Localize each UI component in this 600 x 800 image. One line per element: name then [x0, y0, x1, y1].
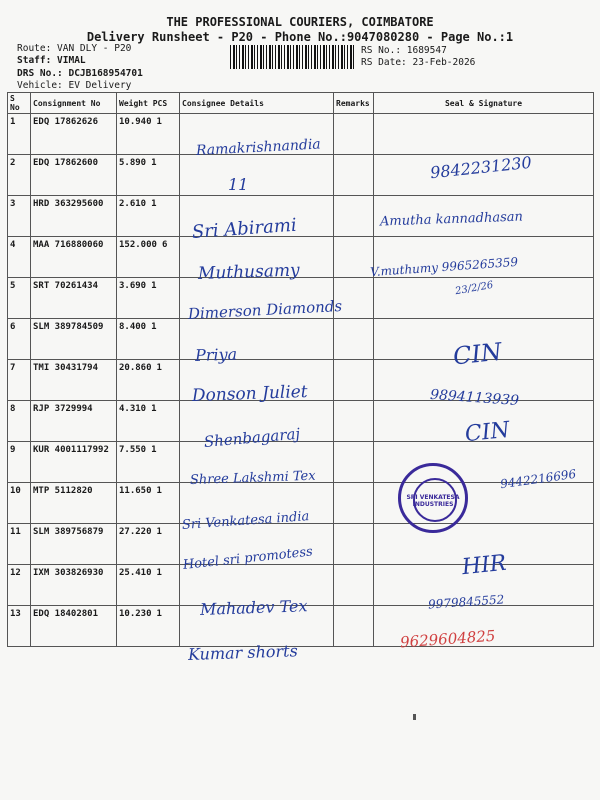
weight-pcs-text [119, 486, 177, 496]
vehicle-info: Vehicle: EV Delivery [17, 80, 132, 91]
cell-weight-pcs [117, 319, 180, 360]
weight-pcs-text [119, 199, 177, 209]
cell-sno [8, 155, 31, 196]
handwritten-signature: 23/2/26 [454, 279, 495, 298]
weight-value: 10.940 [119, 117, 152, 127]
handwritten-signature: 9842231230 [429, 152, 533, 183]
handwritten-consignee: Priya [194, 344, 238, 365]
handwritten-signature: Amutha kannadhasan [379, 209, 524, 230]
cell-remarks [334, 401, 374, 442]
paper-mark [413, 714, 416, 720]
table-row [8, 319, 594, 360]
pcs-value: 1 [156, 363, 162, 373]
cell-consignment-no [31, 114, 117, 155]
cell-consignment-no [31, 278, 117, 319]
weight-pcs-text [119, 117, 177, 127]
handwritten-consignee: Donson Juliet [191, 381, 308, 406]
weight-pcs-text [119, 404, 177, 414]
rs-date: RS Date: 23-Feb-2026 [361, 57, 476, 68]
cell-remarks [334, 360, 374, 401]
cell-weight-pcs [117, 278, 180, 319]
header-consignment: Consignment No [31, 93, 117, 114]
handwritten-signature: 9629604825 [399, 626, 496, 652]
cell-consignment-no [31, 360, 117, 401]
weight-pcs-text [119, 158, 177, 168]
cell-sno-text: 11 [10, 527, 21, 537]
cell-consignment-no-text: SRT 70261434 [33, 281, 99, 291]
pcs-value: 1 [151, 281, 157, 291]
pcs-value: 1 [151, 322, 157, 332]
handwritten-signature: 9442216696 [499, 466, 577, 492]
handwritten-signature: HIR [460, 550, 508, 581]
document-title: THE PROFESSIONAL COURIERS, COIMBATORE [166, 15, 434, 29]
handwritten-consignee: Sri Abirami [191, 214, 298, 243]
cell-consignee [180, 155, 334, 196]
cell-remarks [334, 524, 374, 565]
pcs-value: 1 [151, 199, 157, 209]
cell-sno [8, 401, 31, 442]
cell-consignment-no [31, 155, 117, 196]
company-seal [398, 463, 468, 533]
handwritten-signature: 9894113939 [429, 386, 520, 410]
cell-weight-pcs [117, 606, 180, 647]
cell-sno [8, 196, 31, 237]
handwritten-signature: CIN [463, 417, 511, 448]
header-sno: S No [8, 93, 31, 114]
cell-sno [8, 114, 31, 155]
cell-sno [8, 442, 31, 483]
document-subtitle: Delivery Runsheet - P20 - Phone No.:9047080280 - Page No.:1 [86, 30, 514, 44]
handwritten-consignee: Dimerson Diamonds [187, 296, 343, 323]
seal-text: SRI VENKATESA INDUSTRIES [406, 494, 460, 508]
route-info: Route: VAN DLY - P20 [17, 43, 132, 54]
weight-pcs-text [119, 609, 177, 619]
handwritten-consignee: Sri Venkatesa india [181, 509, 310, 533]
cell-remarks [334, 319, 374, 360]
weight-pcs-text [119, 527, 177, 537]
weight-pcs-text [119, 281, 177, 291]
cell-sno-text: 7 [10, 363, 16, 373]
weight-value: 25.410 [119, 568, 152, 578]
cell-sno-text: 9 [10, 445, 16, 455]
cell-consignment-no [31, 483, 117, 524]
handwritten-consignee: Mahadev Tex [199, 596, 308, 619]
cell-consignment-no [31, 565, 117, 606]
weight-pcs-text [119, 568, 177, 578]
cell-consignment-no-text: EDQ 17862600 [33, 158, 99, 168]
handwritten-consignee: Hotel sri promotess [182, 544, 314, 573]
handwritten-signature: 9979845552 [427, 592, 505, 612]
cell-weight-pcs [117, 483, 180, 524]
cell-consignment-no-text: HRD 363295600 [33, 199, 104, 209]
cell-weight-pcs [117, 237, 180, 278]
barcode [230, 45, 356, 69]
pcs-value: 1 [156, 568, 162, 578]
handwritten-consignee: Shenbagaraj [203, 424, 301, 451]
weight-value: 10.230 [119, 609, 152, 619]
cell-consignment-no-text: EDQ 17862626 [33, 117, 99, 127]
cell-consignment-no-text: MAA 716880060 [33, 240, 104, 250]
pcs-value: 1 [151, 158, 157, 168]
cell-sno [8, 606, 31, 647]
pcs-value: 1 [156, 117, 162, 127]
weight-value: 5.890 [119, 158, 147, 168]
cell-consignment-no-text: KUR 4001117992 [33, 445, 109, 455]
cell-sno [8, 565, 31, 606]
header-seal-signature: Seal & Signature [374, 93, 594, 114]
handwritten-consignee: Kumar shorts [187, 641, 299, 664]
cell-weight-pcs [117, 196, 180, 237]
handwritten-signature: CIN [451, 337, 504, 371]
pcs-value: 1 [156, 609, 162, 619]
pcs-value: 1 [156, 486, 162, 496]
cell-sno [8, 319, 31, 360]
cell-remarks [334, 155, 374, 196]
cell-weight-pcs [117, 401, 180, 442]
cell-weight-pcs [117, 565, 180, 606]
table-header-row [8, 93, 594, 114]
drs-number: DRS No.: DCJB168954701 [17, 68, 143, 79]
cell-sno-text: 4 [10, 240, 16, 250]
cell-remarks [334, 114, 374, 155]
rs-number: RS No.: 1689547 [361, 45, 447, 56]
header-weight-pcs: Weight PCS [117, 93, 180, 114]
weight-pcs-text [119, 322, 177, 332]
cell-weight-pcs [117, 360, 180, 401]
header-consignee: Consignee Details [180, 93, 334, 114]
cell-signature [374, 114, 594, 155]
cell-remarks [334, 606, 374, 647]
cell-sno [8, 278, 31, 319]
cell-sno [8, 237, 31, 278]
cell-consignment-no-text: TMI 30431794 [33, 363, 99, 373]
weight-value: 8.400 [119, 322, 147, 332]
weight-value: 20.860 [119, 363, 152, 373]
weight-value: 11.650 [119, 486, 152, 496]
handwritten-signature: V.muthumy 9965265359 [369, 254, 519, 280]
cell-remarks [334, 237, 374, 278]
cell-remarks [334, 442, 374, 483]
cell-sno [8, 524, 31, 565]
weight-pcs-text [119, 240, 177, 250]
cell-consignment-no [31, 196, 117, 237]
cell-sno-text: 10 [10, 486, 21, 496]
cell-consignment-no [31, 524, 117, 565]
cell-sno [8, 360, 31, 401]
weight-value: 152.000 [119, 240, 157, 250]
header-remarks: Remarks [334, 93, 374, 114]
cell-sno-text: 8 [10, 404, 16, 414]
weight-value: 27.220 [119, 527, 152, 537]
cell-weight-pcs [117, 524, 180, 565]
weight-value: 3.690 [119, 281, 147, 291]
weight-value: 2.610 [119, 199, 147, 209]
cell-consignment-no [31, 606, 117, 647]
cell-sno [8, 483, 31, 524]
handwritten-consignee: Muthusamy [197, 260, 300, 284]
cell-consignment-no-text: RJP 3729994 [33, 404, 93, 414]
cell-consignment-no [31, 401, 117, 442]
cell-remarks [334, 565, 374, 606]
cell-sno-text: 1 [10, 117, 16, 127]
cell-consignment-no [31, 442, 117, 483]
weight-pcs-text [119, 363, 177, 373]
cell-consignment-no [31, 237, 117, 278]
cell-consignment-no-text: MTP 5112820 [33, 486, 93, 496]
handwritten-consignee: 11 [228, 175, 249, 194]
pcs-value: 6 [161, 240, 168, 250]
cell-consignment-no-text: EDQ 18402801 [33, 609, 99, 619]
weight-pcs-text [119, 445, 177, 455]
weight-value: 7.550 [119, 445, 147, 455]
staff-info: Staff: VIMAL [17, 55, 86, 66]
cell-remarks [334, 196, 374, 237]
handwritten-consignee: Shree Lakshmi Tex [189, 468, 316, 488]
cell-sno-text: 6 [10, 322, 16, 332]
cell-consignment-no [31, 319, 117, 360]
handwritten-consignee: Ramakrishnandia [195, 136, 322, 159]
pcs-value: 1 [156, 527, 162, 537]
cell-sno-text: 2 [10, 158, 16, 168]
cell-sno-text: 13 [10, 609, 21, 619]
cell-sno-text: 5 [10, 281, 16, 291]
weight-value: 4.310 [119, 404, 147, 414]
cell-consignment-no-text: SLM 389756879 [33, 527, 104, 537]
cell-weight-pcs [117, 442, 180, 483]
cell-weight-pcs [117, 155, 180, 196]
cell-consignment-no-text: IXM 303826930 [33, 568, 104, 578]
pcs-value: 1 [151, 445, 157, 455]
cell-remarks [334, 483, 374, 524]
pcs-value: 1 [151, 404, 157, 414]
cell-weight-pcs [117, 114, 180, 155]
cell-sno-text: 12 [10, 568, 21, 578]
cell-consignment-no-text: SLM 389784509 [33, 322, 104, 332]
cell-sno-text: 3 [10, 199, 16, 209]
